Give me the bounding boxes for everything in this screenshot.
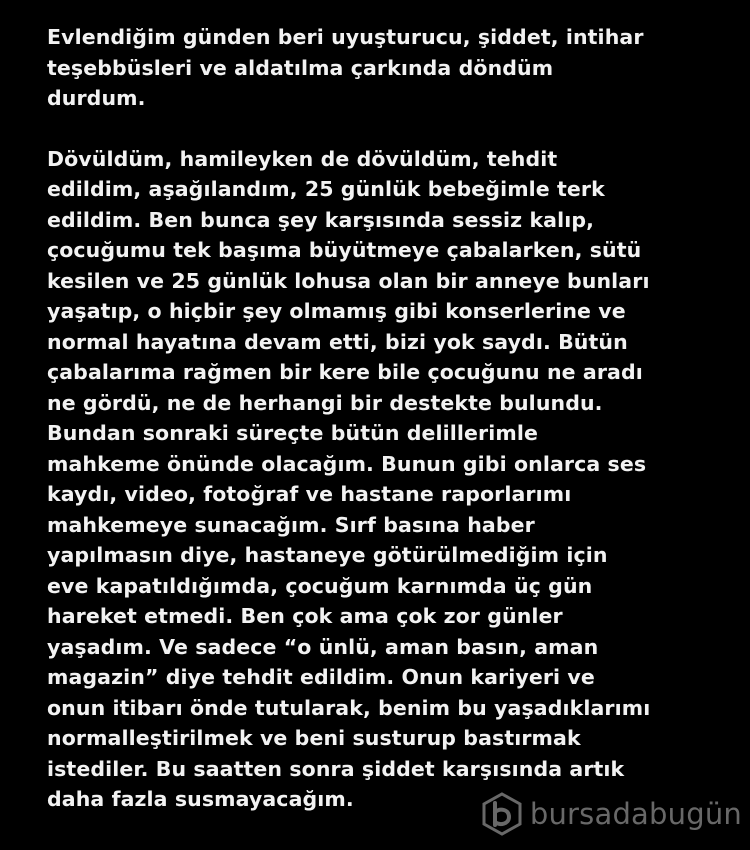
watermark-text: bursadabugün [529,797,742,831]
paragraph-2: Dövüldüm, hamileyken de dövüldüm, tehdit edildim, aşağılandım, 25 günlük bebeğimle terk edildim. Ben bunca şey karşısında sessiz kalıp, çocuğumu tek başıma büyütmeye çabalarken, sütü kesilen ve 25 günlük lohusa olan bir anneye bunları yaşatıp, o hiçbir şey olmamış gibi konserlerine ve normal hayatına devam etti, bizi yok saydı. Bütün çabalarıma rağmen bir kere bile çocuğunu ne aradı ne gördü, ne de herhangi bir destekte bulundu. Bundan sonraki süreçte bütün delillerimle mahkeme önünde olacağım. Bunun gibi onlarca ses kaydı, video, fotoğraf ve hastane raporlarımı mahkemeye sunacağım. Sırf basına haber yapılmasın diye, hastaneye götürülmediğim için eve kapatıldığımda, çocuğum karnımda üç gün hareket etmedi. Ben çok ama çok zor günler yaşadım. Ve sadece “o ünlü, aman basın, aman magazin” diye tehdit edildim. Onun kariyeri ve onun itibarı önde tutularak, benim bu yaşadıklarımı normalleştirilmek ve beni susturup bastırmak istediler. Bu saatten sonra şiddet karşısında artık daha fazla susmayacağım. [47,146,651,811]
paragraph-1: Evlendiğim günden beri uyuşturucu, şiddet, intihar teşebbüsleri ve aldatılma çarkında döndüm durdum. [47,25,644,110]
b-logo-icon [480,792,524,836]
watermark [480,792,742,836]
story-text [47,22,727,815]
